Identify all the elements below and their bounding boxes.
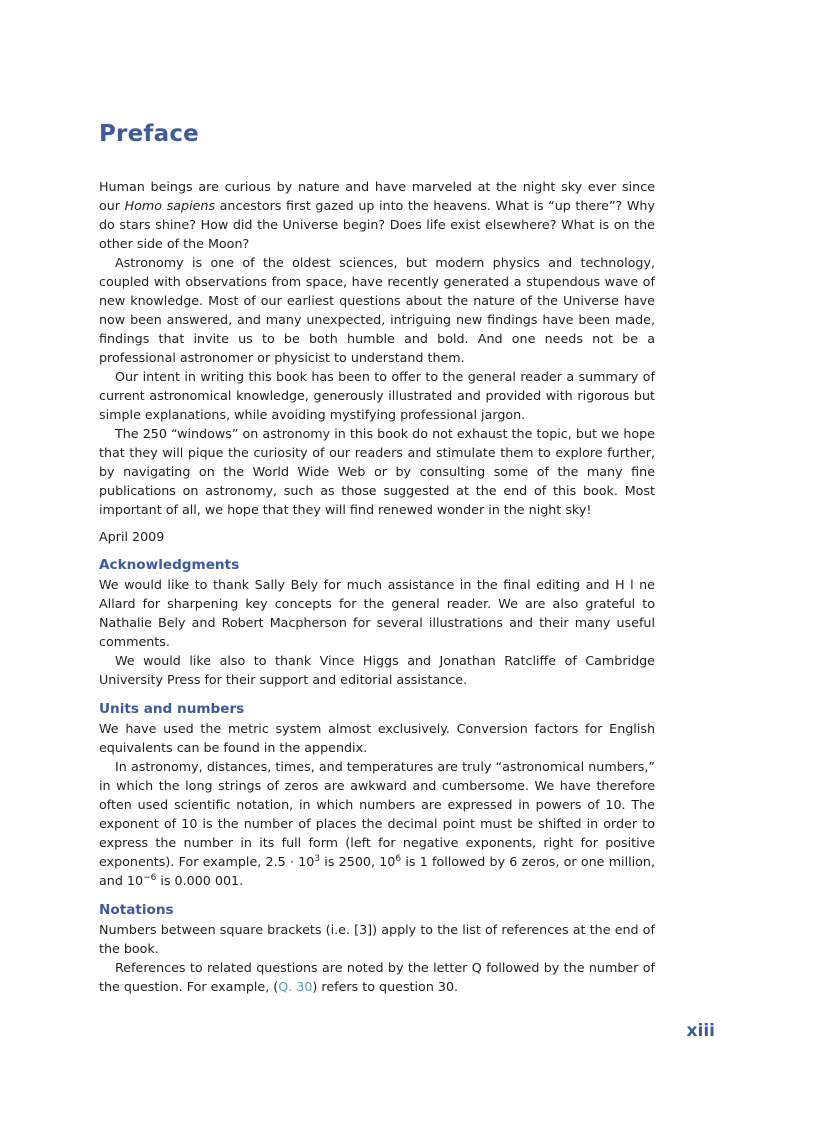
page-number: xiii xyxy=(686,1021,715,1041)
exponent-3: 3 xyxy=(314,854,321,864)
question-reference-link[interactable]: Q. 30 xyxy=(278,979,313,994)
units-p2-text-c: is 1 followed by 6 zeros, or one million, and 10 xyxy=(99,854,655,888)
units-p2-text-a: In astronomy, distances, times, and temperatures are truly “astronomical numbers,” in which the long strings of zeros are awkward and cumbersome. We have therefore often used scientific notation, in which numbers are expressed in powers of 10. The exponent of 10 is the number of places the decimal point must be shifted in order to express the number in its full form (left for negative exponents, right for positive exponents). For example, 2.5 · 10 xyxy=(99,759,655,869)
units-paragraph-1: We have used the metric system almost exclusively. Conversion factors for English equivalents can be found in the appendix. xyxy=(99,721,655,755)
notations-heading: Notations xyxy=(99,902,174,918)
notations-section xyxy=(99,901,655,996)
acknowledgments-paragraph-1: We would like to thank Sally Bely for much assistance in the final editing and H l ne Allard for sharpening key concepts for the general reader. We are also grateful to Nathalie Bely and Robert Macpherson for several illustrations and their many useful comments. xyxy=(99,577,655,649)
acknowledgments-section xyxy=(99,556,655,689)
exponent-6: 6 xyxy=(395,854,402,864)
preface-page xyxy=(99,118,655,996)
preface-date: April 2009 xyxy=(99,529,165,544)
units-p2-text-b: is 2500, 10 xyxy=(320,854,396,869)
intro-p1-text: Human beings are curious by nature and have marveled at the night sky ever since our xyxy=(99,179,655,213)
homo-sapiens-text: Homo sapiens xyxy=(124,198,216,213)
units-p2-text-d: is 0.000 001. xyxy=(156,873,244,888)
page-title: Preface xyxy=(99,121,199,147)
exponent-minus-6: −6 xyxy=(143,873,157,883)
intro-p1-rest: ancestors first gazed up into the heavens. What is “up there”? Why do stars shine? How did the Universe begin? Does life exist elsewhere? What is on the other side of the Moon? xyxy=(99,198,655,251)
notations-p2-text-a: References to related questions are noted by the letter Q followed by the number of the question. For example, ( xyxy=(99,960,655,994)
notations-paragraph-1: Numbers between square brackets (i.e. [3]) apply to the list of references at the end of the book. xyxy=(99,922,655,956)
units-section xyxy=(99,700,655,890)
intro-section xyxy=(99,177,655,546)
acknowledgments-paragraph-2: We would like also to thank Vince Higgs and Jonathan Ratcliffe of Cambridge University Press for their support and editorial assistance. xyxy=(99,653,655,687)
notations-paragraph-2 xyxy=(99,958,655,996)
intro-paragraph-1 xyxy=(99,177,655,253)
intro-paragraph-4: The 250 “windows” on astronomy in this book do not exhaust the topic, but we hope that they will pique the curiosity of our readers and stimulate them to explore further, by navigating on the World Wide Web or by consulting some of the many fine publications on astronomy, such as those suggested at the end of this book. Most important of all, we hope that they will find renewed wonder in the night sky! xyxy=(99,426,655,517)
units-paragraph-2 xyxy=(99,757,655,890)
intro-paragraph-3: Our intent in writing this book has been to offer to the general reader a summary of current astronomical knowledge, generously illustrated and provided with rigorous but simple explanations, while avoiding mystifying professional jargon. xyxy=(99,369,655,422)
units-heading: Units and numbers xyxy=(99,701,245,717)
notations-p2-text-b: ) refers to question 30. xyxy=(312,979,459,994)
intro-paragraph-2: Astronomy is one of the oldest sciences, but modern physics and technology, coupled with observations from space, have recently generated a stupendous wave of new knowledge. Most of our earliest questions about the nature of the Universe have now been answered, and many unexpected, intriguing new findings have been made, findings that invite us to be both humble and bold. And one needs not be a professional astronomer or physicist to understand them. xyxy=(99,255,655,365)
acknowledgments-heading: Acknowledgments xyxy=(99,557,240,573)
